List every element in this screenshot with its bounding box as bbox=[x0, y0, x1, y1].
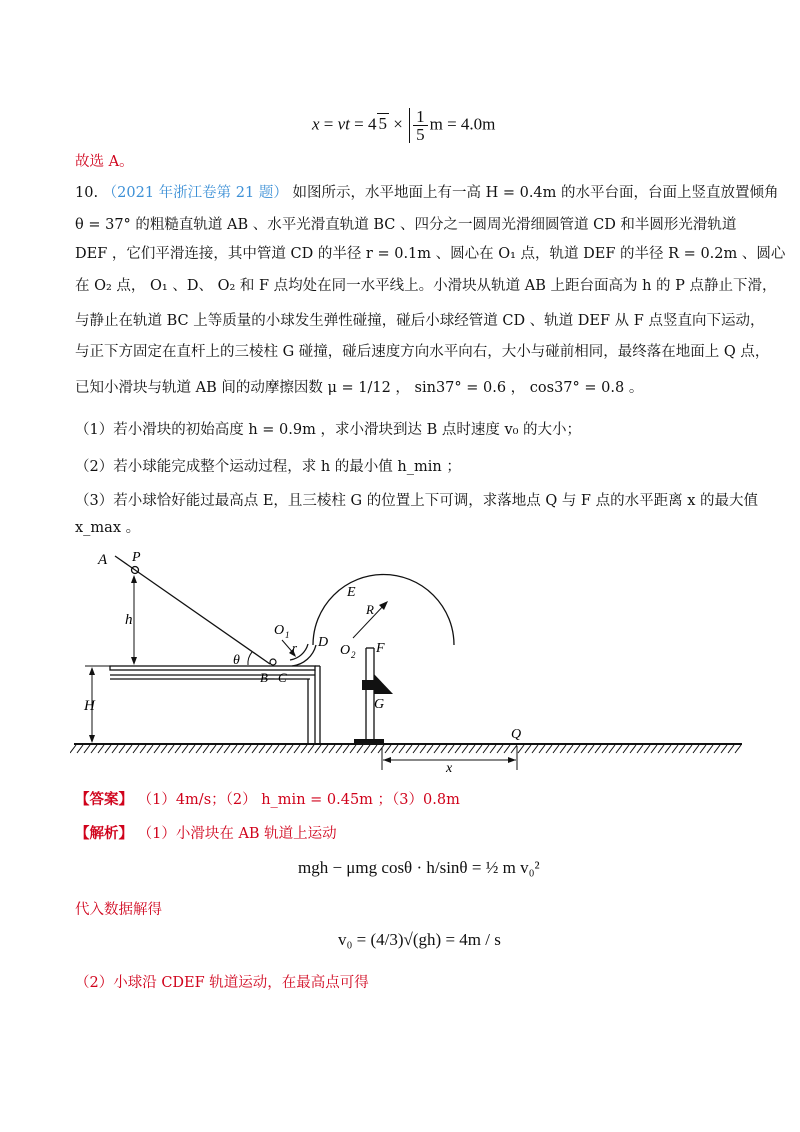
hatch-mark bbox=[168, 745, 174, 753]
hatch-mark bbox=[217, 745, 223, 753]
hatch-mark bbox=[420, 745, 426, 753]
hatch-mark bbox=[581, 745, 587, 753]
label-O2: O bbox=[340, 643, 351, 658]
hatch-mark bbox=[602, 745, 608, 753]
hatch-mark bbox=[105, 745, 111, 753]
problem-line-2: θ = 37° 的粗糙直轨道 AB 、水平光滑直轨道 BC 、四分之一圆周光滑细圆管道 CD 和半圆形光滑轨道 bbox=[75, 217, 737, 233]
label-Q: Q bbox=[511, 727, 522, 742]
hatch-mark bbox=[455, 745, 461, 753]
hatch-mark bbox=[546, 745, 552, 753]
hatch-mark bbox=[315, 745, 321, 753]
hatch-mark bbox=[84, 745, 90, 753]
hatch-mark bbox=[350, 745, 356, 753]
hatch-mark bbox=[623, 745, 629, 753]
hatch-mark bbox=[231, 745, 237, 753]
hatch-mark bbox=[665, 745, 671, 753]
hatch-mark bbox=[511, 745, 517, 753]
prism-g bbox=[374, 674, 393, 694]
hatch-mark bbox=[70, 745, 76, 753]
label-A: A bbox=[98, 552, 108, 568]
hatch-mark bbox=[147, 745, 153, 753]
hatch-mark bbox=[462, 745, 468, 753]
answer-text: （1）4m/s；（2） h_min = 0.45m ；（3）0.8m bbox=[137, 792, 460, 808]
hatch-mark bbox=[182, 745, 188, 753]
hatch-mark bbox=[287, 745, 293, 753]
label-F: F bbox=[376, 641, 385, 656]
hatch-mark bbox=[371, 745, 377, 753]
question-1: （1）若小滑块的初始高度 h = 0.9m ，求小滑块到达 B 点时速度 v₀ 的大小； bbox=[75, 422, 582, 438]
analysis-part2: （2）小球沿 CDEF 轨道运动，在最高点可得 bbox=[75, 975, 369, 991]
hatch-mark bbox=[119, 745, 125, 753]
hatch-mark bbox=[294, 745, 300, 753]
label-R: R bbox=[366, 602, 374, 617]
hatch-mark bbox=[413, 745, 419, 753]
pole-base bbox=[354, 739, 384, 744]
label-O2-sub: 2 bbox=[351, 650, 356, 660]
conclusion-text: 故选 A。 bbox=[75, 154, 134, 170]
hatch-mark bbox=[126, 745, 132, 753]
hatch-mark bbox=[133, 745, 139, 753]
hatch-mark bbox=[497, 745, 503, 753]
hatch-mark bbox=[490, 745, 496, 753]
hatch-mark bbox=[308, 745, 314, 753]
hatch-mark bbox=[553, 745, 559, 753]
analysis-line bbox=[75, 824, 337, 844]
hatch-mark bbox=[518, 745, 524, 753]
hatch-mark bbox=[364, 745, 370, 753]
hatch-mark bbox=[686, 745, 692, 753]
hatch-mark bbox=[728, 745, 734, 753]
hatch-mark bbox=[301, 745, 307, 753]
hatch-mark bbox=[700, 745, 706, 753]
hatch-mark bbox=[504, 745, 510, 753]
hatch-mark bbox=[427, 745, 433, 753]
hatch-mark bbox=[238, 745, 244, 753]
hatch-mark bbox=[210, 745, 216, 753]
problem-line-4: 在 O₂ 点， O₁ 、D、 O₂ 和 F 点均处在同一水平线上。小滑块从轨道 AB 上距台面高为 h 的 P 点静止下滑， bbox=[75, 278, 777, 294]
hatch-mark bbox=[175, 745, 181, 753]
answer-line bbox=[75, 790, 460, 810]
hatch-mark bbox=[245, 745, 251, 753]
hatch-mark bbox=[378, 745, 384, 753]
label-G: G bbox=[374, 697, 385, 712]
svg-text:–: – bbox=[268, 670, 275, 685]
substitute-text: 代入数据解得 bbox=[75, 902, 162, 918]
label-P: P bbox=[132, 550, 141, 565]
label-h: h bbox=[125, 612, 133, 628]
label-O1-sub: 1 bbox=[285, 630, 290, 640]
hatch-mark bbox=[651, 745, 657, 753]
small-ball bbox=[270, 659, 276, 665]
hatch-mark bbox=[329, 745, 335, 753]
hatch-mark bbox=[357, 745, 363, 753]
hatch-mark bbox=[532, 745, 538, 753]
hatch-mark bbox=[154, 745, 160, 753]
problem-line-7: 已知小滑块与轨道 AB 间的动摩擦因数 μ = 1/12 ， sin37° = 0.6 ， cos37° = 0.8 。 bbox=[75, 380, 644, 396]
hatch-mark bbox=[91, 745, 97, 753]
hatch-mark bbox=[595, 745, 601, 753]
equation-1: mgh − μmg cosθ · h/sinθ = ½ m v₀² bbox=[298, 858, 540, 877]
hatch-mark bbox=[609, 745, 615, 753]
hatch-mark bbox=[112, 745, 118, 753]
question-3-cont: x_max 。 bbox=[75, 520, 141, 536]
hatch-mark bbox=[343, 745, 349, 753]
hatch-mark bbox=[735, 745, 741, 753]
label-D: D bbox=[318, 635, 329, 650]
hatch-mark bbox=[161, 745, 167, 753]
label-theta: θ bbox=[233, 653, 240, 668]
problem-number: 10. bbox=[75, 185, 99, 201]
question-3: （3）若小球恰好能过最高点 E，且三棱柱 G 的位置上下可调，求落地点 Q 与 F 点的水平距离 x 的最大值 bbox=[75, 493, 758, 509]
hatch-mark bbox=[693, 745, 699, 753]
hatch-mark bbox=[714, 745, 720, 753]
hatch-mark bbox=[525, 745, 531, 753]
label-r: r bbox=[292, 640, 298, 655]
question-2: （2）若小球能完成整个运动过程，求 h 的最小值 h_min ； bbox=[75, 459, 461, 475]
hatch-mark bbox=[280, 745, 286, 753]
hatch-mark bbox=[483, 745, 489, 753]
hatch-mark bbox=[399, 745, 405, 753]
label-H: H bbox=[84, 698, 95, 714]
hatch-mark bbox=[252, 745, 258, 753]
hatch-mark bbox=[637, 745, 643, 753]
hatch-mark bbox=[266, 745, 272, 753]
hatch-mark bbox=[259, 745, 265, 753]
hatch-mark bbox=[616, 745, 622, 753]
problem-line-6: 与正下方固定在直杆上的三棱柱 G 碰撞，碰后速度方向水平向右，大小与碰前相同，最终落在地面上 Q 点， bbox=[75, 344, 770, 360]
hatch-mark bbox=[203, 745, 209, 753]
hatch-mark bbox=[273, 745, 279, 753]
hatch-mark bbox=[140, 745, 146, 753]
hatch-mark bbox=[77, 745, 83, 753]
problem-line-5: 与静止在轨道 BC 上等质量的小球发生弹性碰撞，碰后小球经管道 CD 、轨道 DEF 从 F 点竖直向下运动， bbox=[75, 313, 765, 329]
hatch-mark bbox=[588, 745, 594, 753]
hatch-mark bbox=[658, 745, 664, 753]
hatch-mark bbox=[406, 745, 412, 753]
hatch-mark bbox=[322, 745, 328, 753]
hatch-mark bbox=[189, 745, 195, 753]
top-equation: x = vt = 4 5 × $\frac{1}{5}$ m = 4.0m bbox=[312, 107, 496, 144]
problem-line-1 bbox=[75, 183, 779, 203]
label-B: B bbox=[260, 670, 268, 685]
hatch-mark bbox=[224, 745, 230, 753]
equation-2: v₀ = (4/3)√(gh) = 4m / s bbox=[338, 930, 501, 949]
hatch-mark bbox=[469, 745, 475, 753]
problem-text-1: 如图所示，水平地面上有一高 H = 0.4m 的水平台面，台面上竖直放置倾角 bbox=[292, 185, 779, 201]
physics-figure bbox=[70, 548, 750, 783]
analysis-label: 【解析】 bbox=[75, 825, 133, 842]
hatch-mark bbox=[385, 745, 391, 753]
hatch-mark bbox=[434, 745, 440, 753]
hatch-mark bbox=[392, 745, 398, 753]
label-C: C bbox=[278, 670, 287, 685]
hatch-mark bbox=[567, 745, 573, 753]
hatch-mark bbox=[672, 745, 678, 753]
hatch-mark bbox=[441, 745, 447, 753]
hatch-mark bbox=[644, 745, 650, 753]
label-E: E bbox=[347, 585, 356, 600]
hatch-mark bbox=[560, 745, 566, 753]
hatch-mark bbox=[476, 745, 482, 753]
hatch-mark bbox=[679, 745, 685, 753]
hatch-mark bbox=[574, 745, 580, 753]
semicircle-def bbox=[313, 575, 454, 646]
hatch-mark bbox=[196, 745, 202, 753]
problem-line-3: DEF ，它们平滑连接，其中管道 CD 的半径 r = 0.1m 、圆心在 O₁ 点，轨道 DEF 的半径 R = 0.2m 、圆心 bbox=[75, 246, 786, 262]
hatch-mark bbox=[336, 745, 342, 753]
label-x: x bbox=[446, 761, 453, 776]
problem-source: （2021 年浙江卷第 21 题） bbox=[102, 185, 288, 201]
hatch-mark bbox=[539, 745, 545, 753]
analysis-part1: （1）小滑块在 AB 轨道上运动 bbox=[137, 826, 337, 842]
label-O1: O bbox=[274, 623, 285, 638]
hatch-mark bbox=[721, 745, 727, 753]
hatch-mark bbox=[448, 745, 454, 753]
answer-label: 【答案】 bbox=[75, 791, 133, 808]
hatch-mark bbox=[707, 745, 713, 753]
hatch-mark bbox=[630, 745, 636, 753]
hatch-mark bbox=[98, 745, 104, 753]
